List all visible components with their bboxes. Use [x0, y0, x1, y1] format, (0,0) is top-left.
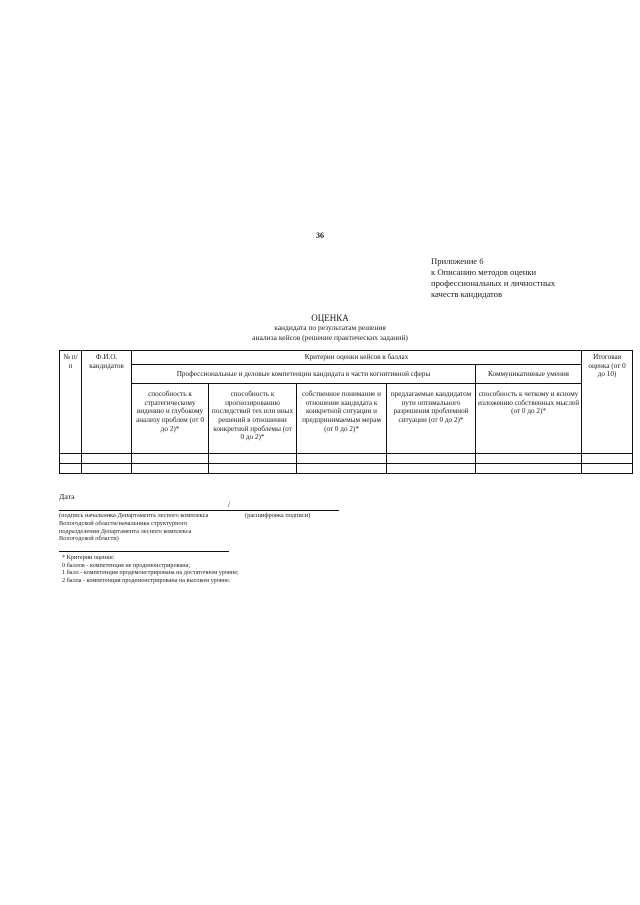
title-main: ОЦЕНКА	[311, 313, 349, 323]
empty-cell	[209, 464, 297, 474]
empty-cell	[387, 464, 476, 474]
empty-cell	[60, 464, 82, 474]
empty-cell	[297, 464, 387, 474]
header-communicative-group: Коммуникативные умения	[476, 364, 582, 384]
footnote-line: 1 балл - компетенция продемонстрирована на достаточном уровне;	[62, 569, 239, 577]
criterion-cell: способность к прогнозированию последствий тех или иных решений в отношении конкретной проблемы (от 0 до 2)*	[209, 384, 297, 454]
header-number: № п/п	[60, 351, 82, 454]
empty-cell	[132, 454, 209, 464]
signature-caption-right: (расшифровка подписи)	[245, 512, 311, 519]
footnote-divider	[59, 551, 229, 552]
criterion-cell: способность к стратегическому видению и глубокому анализу проблем (от 0 до 2)*	[132, 384, 209, 454]
empty-cell	[82, 464, 132, 474]
document-title	[180, 313, 480, 343]
header-professional-group: Профессиональные и деловые компетенции кандидата в части когнитивной сферы	[132, 364, 476, 384]
appendix-line: профессиональных и личностных	[431, 278, 556, 288]
footnote-line: 2 балла - компетенция продемонстрирована на высоком уровне.	[62, 577, 231, 585]
empty-cell	[82, 454, 132, 464]
empty-cell	[582, 454, 633, 464]
criterion-cell: собственное понимание и отношение кандидата к конкретной ситуации и предпринимаемым мерам (от 0 до 2)*	[297, 384, 387, 454]
empty-cell	[132, 464, 209, 474]
header-fio: Ф.И.О. кандидатов	[82, 351, 132, 454]
page-number: 36	[316, 231, 324, 240]
appendix-line: к Описанию методов оценки	[431, 267, 537, 277]
title-subtitle: анализа кейсов (решение практических заданий)	[252, 333, 408, 342]
appendix-note	[431, 256, 555, 300]
header-criteria: Критерии оценки кейсов в баллах	[132, 351, 582, 365]
footnotes	[62, 554, 239, 585]
signature-slash: /	[228, 500, 231, 509]
empty-cell	[297, 454, 387, 464]
header-total: Итоговая оценка (от 0 до 10)	[582, 351, 633, 454]
appendix-line: качеств кандидатов	[431, 289, 503, 299]
evaluation-table	[59, 350, 633, 474]
empty-cell	[209, 454, 297, 464]
appendix-line: Приложение 6	[431, 256, 484, 266]
title-subtitle: кандидата по результатам решения	[274, 323, 386, 332]
empty-cell	[60, 454, 82, 464]
empty-cell	[476, 454, 582, 464]
criterion-cell: предлагаемые кандидатом пути оптимального разрешения проблемной ситуации (от 0 до 2)*	[387, 384, 476, 454]
criterion-cell: способность к четкому и ясному изложению собственных мыслей (от 0 до 2)*	[476, 384, 582, 454]
empty-cell	[387, 454, 476, 464]
footnote-line: 0 баллов - компетенция не продемонстрирована;	[62, 561, 190, 569]
signature-line	[59, 510, 339, 511]
signature-caption-left: (подпись начальника Департамента лесного комплекса Вологодской области/начальника структурного подразделения Департамента лесного комплекса Вологодской области)	[59, 512, 209, 543]
empty-cell	[582, 464, 633, 474]
footnote-line: * Критерии оценки:	[62, 554, 115, 561]
date-label: Дата	[59, 492, 75, 501]
empty-cell	[476, 464, 582, 474]
